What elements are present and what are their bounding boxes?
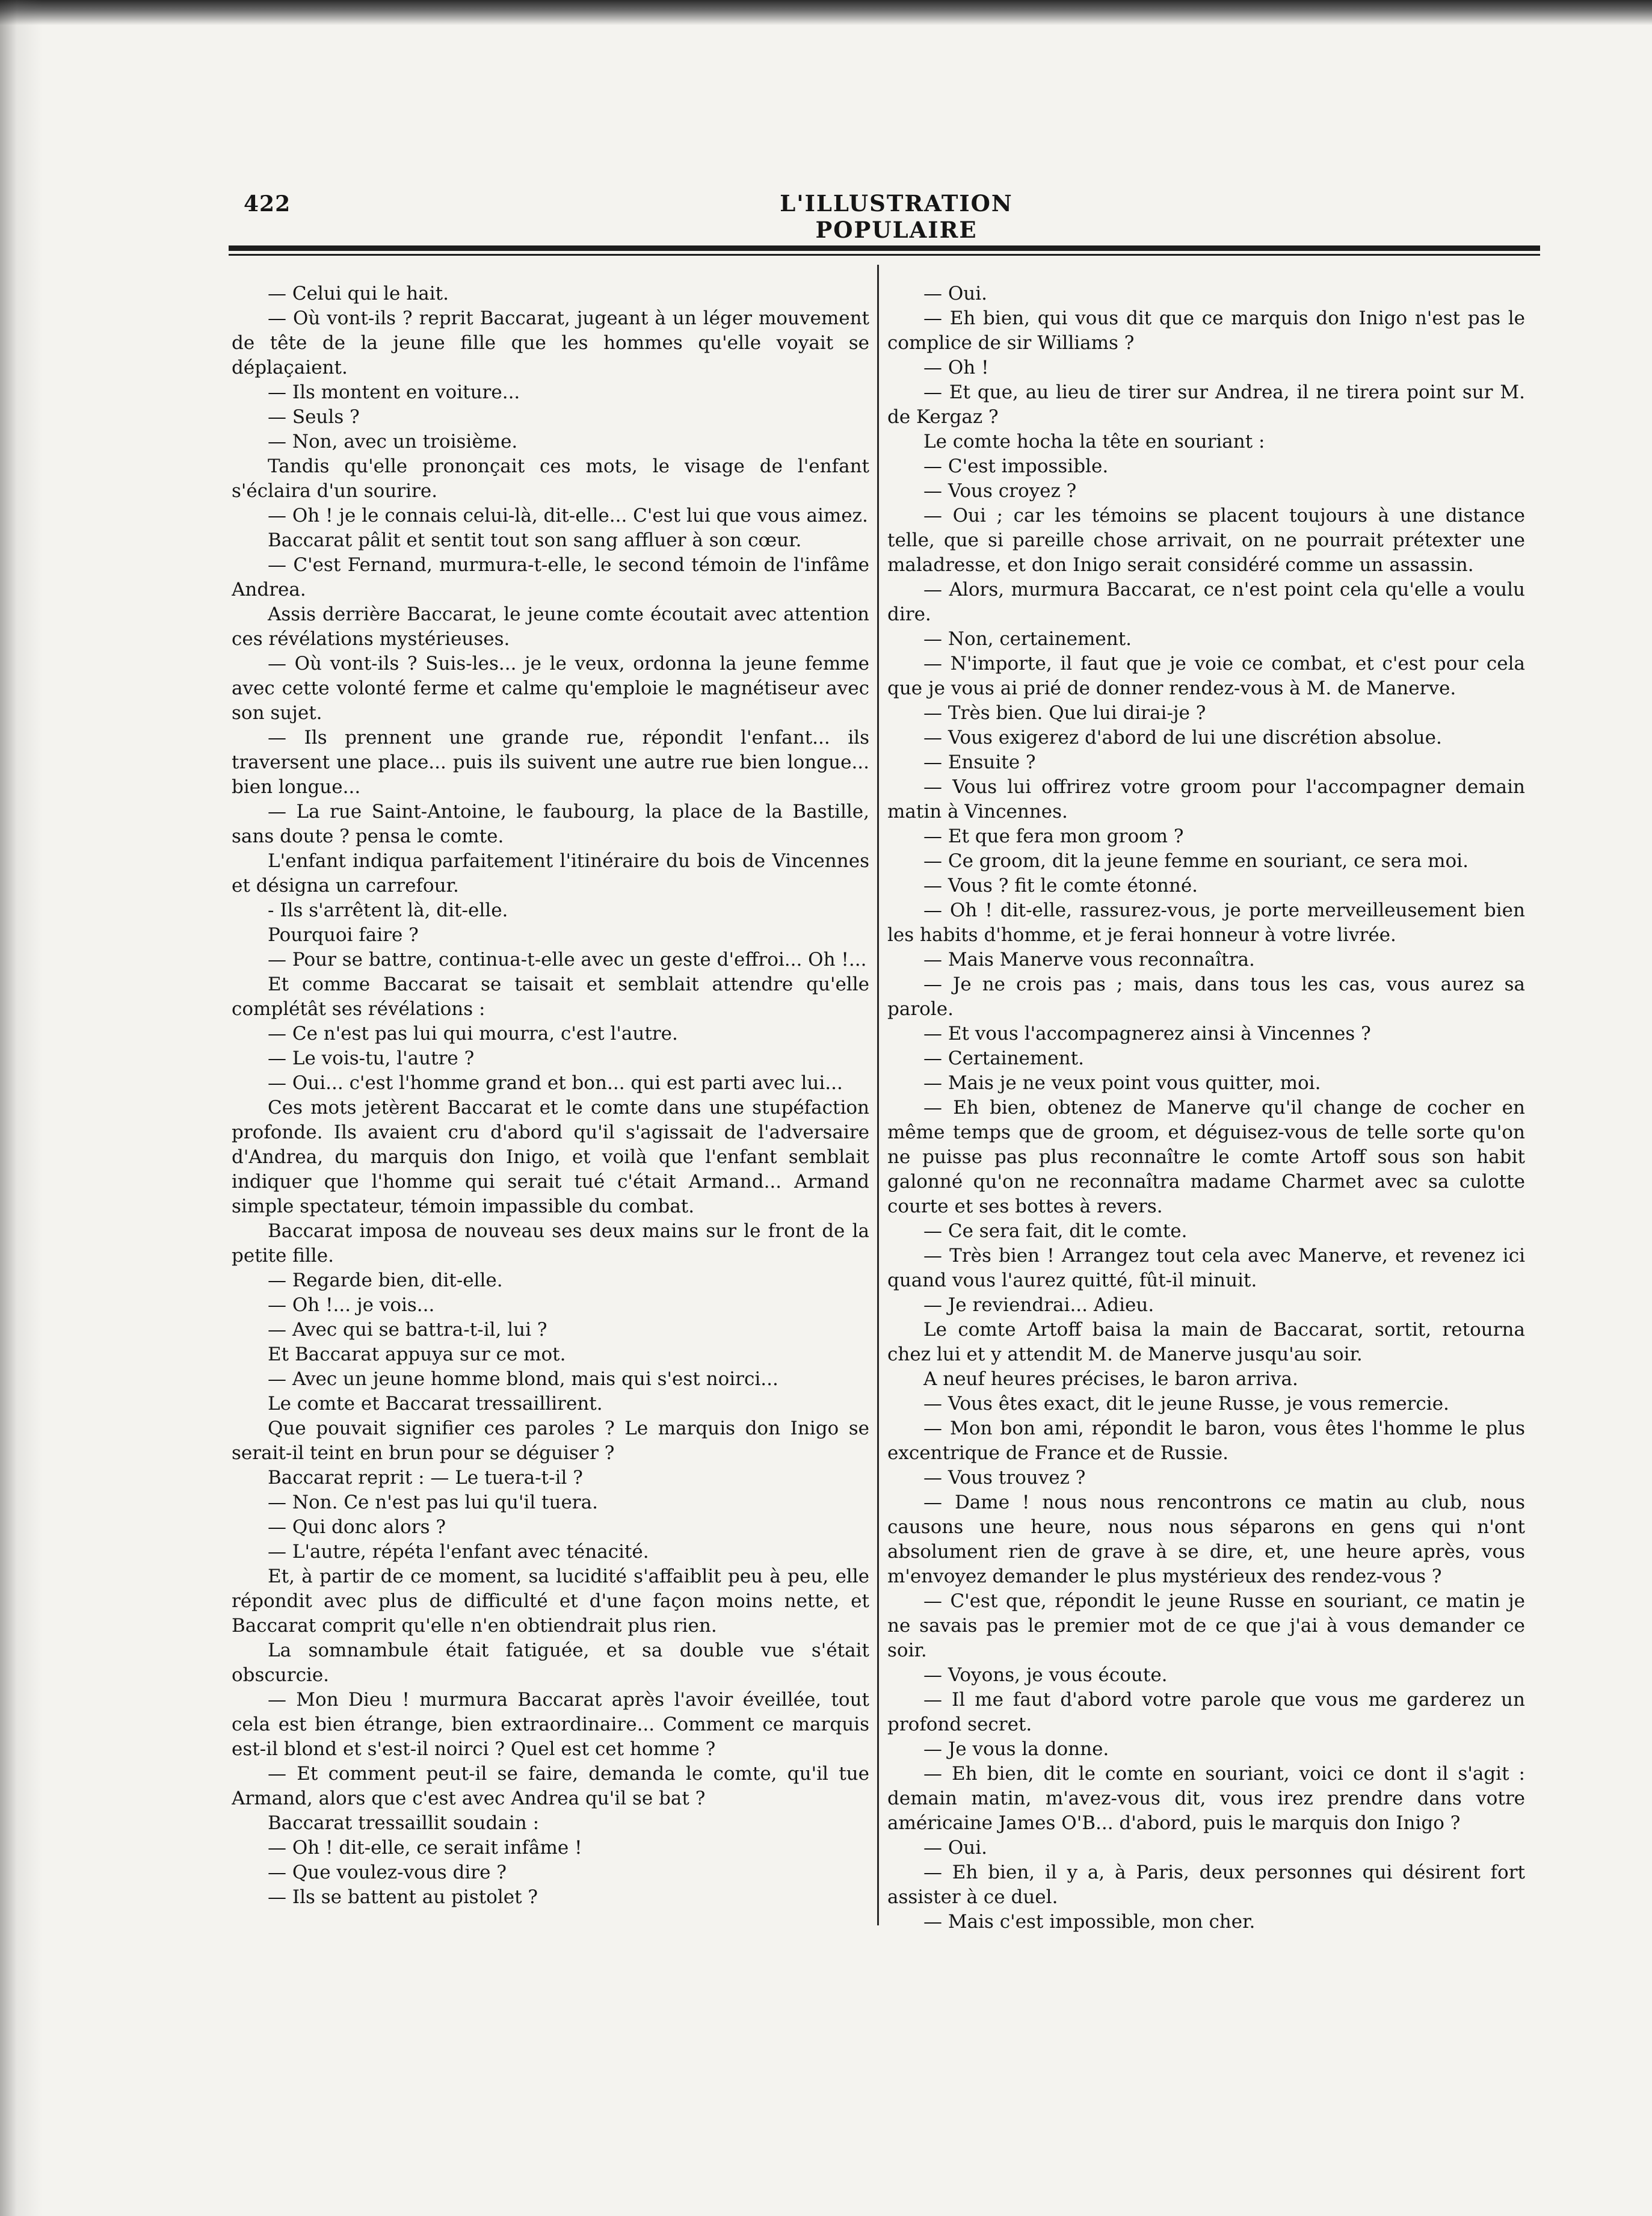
paragraph: Le comte et Baccarat tressaillirent. [268, 1393, 603, 1415]
paragraph: La somnambule était fatiguée, et sa double vue s'était obscurcie. [232, 1640, 869, 1686]
paragraph: — Ils se battent au pistolet ? [268, 1886, 538, 1908]
paragraph: — Pour se battre, continua-t-elle avec un geste d'effroi... Oh !... [268, 949, 867, 971]
paragraph: — N'importe, il faut que je voie ce combat, et c'est pour cela que je vous ai prié de donner rendez-vous à M. de Manerve. [887, 653, 1525, 699]
paragraph: — C'est impossible. [923, 455, 1109, 477]
paragraph: — Voyons, je vous écoute. [923, 1664, 1168, 1686]
paragraph: Le comte Artoff baisa la main de Baccarat, sortit, retourna chez lui et y attendit M. de Manerve jusqu'au soir. [887, 1319, 1525, 1365]
paragraph: — Ils montent en voiture... [268, 381, 520, 403]
paragraph: — Oh ! [923, 357, 989, 378]
paragraph: — Avec qui se battra-t-il, lui ? [268, 1319, 547, 1341]
paragraph: — Eh bien, qui vous dit que ce marquis don Inigo n'est pas le complice de sir Williams ? [887, 307, 1525, 354]
left-column [232, 282, 869, 2135]
paragraph: — Oh ! je le connais celui-là, dit-elle... C'est lui que vous aimez. [268, 505, 868, 526]
paragraph: — Eh bien, dit le comte en souriant, voici ce dont il s'agit : demain matin, m'avez-vous dit, vous irez prendre dans votre américaine James O'B... d'abord, puis le marquis don Inigo ? [887, 1763, 1525, 1834]
paragraph: — Que voulez-vous dire ? [268, 1862, 507, 1883]
paragraph: Ces mots jetèrent Baccarat et le comte dans une stupéfaction profonde. Ils avaient cru d'abord qu'il s'agissait de l'adversaire d'Andrea, du marquis don Inigo, et voilà que l'enfant semblait indiquer que l'homme qui serait tué c'était Armand... Armand simple spectateur, témoin impassible du combat. [232, 1097, 869, 1217]
paragraph: — Oh !... je vois... [268, 1294, 435, 1316]
paragraph: — Seuls ? [268, 406, 360, 428]
paragraph: Et Baccarat appuya sur ce mot. [268, 1344, 566, 1365]
paragraph: — La rue Saint-Antoine, le faubourg, la place de la Bastille, sans doute ? pensa le comte. [232, 801, 869, 847]
paragraph: Baccarat pâlit et sentit tout son sang affluer à son cœur. [268, 529, 802, 551]
right-column [887, 282, 1525, 2135]
paragraph: — Vous croyez ? [923, 480, 1077, 502]
paragraph: — Très bien. Que lui dirai-je ? [923, 702, 1206, 724]
paragraph: Et, à partir de ce moment, sa lucidité s'affaiblit peu à peu, elle répondit avec plus de difficulté et d'une façon moins nette, et Baccarat comprit qu'elle n'en obtiendrait plus rien. [232, 1566, 869, 1637]
paragraph: — Je vous la donne. [923, 1738, 1109, 1760]
paragraph: — Oui. [923, 283, 988, 304]
paragraph: — Eh bien, obtenez de Manerve qu'il change de cocher en même temps que de groom, et déguisez-vous de telle sorte qu'on ne puisse pas plus reconnaître le comte Artoff sous son habit galonné qu'on ne reconnaîtra madame Charmet avec sa culotte courte et ses bottes à revers. [887, 1097, 1525, 1217]
paragraph: Et comme Baccarat se taisait et semblait attendre qu'elle complétât ses révélations : [232, 974, 869, 1020]
paragraph: — Qui donc alors ? [268, 1516, 446, 1538]
paragraph: — Et vous l'accompagnerez ainsi à Vincennes ? [923, 1023, 1371, 1045]
paragraph: — Celui qui le hait. [268, 283, 449, 304]
paragraph: — Avec un jeune homme blond, mais qui s'est noirci... [268, 1368, 778, 1390]
paragraph: — Vous êtes exact, dit le jeune Russe, je vous remercie. [923, 1393, 1449, 1415]
paragraph: — Alors, murmura Baccarat, ce n'est point cela qu'elle a voulu dire. [887, 579, 1525, 625]
paragraph: — Vous ? fit le comte étonné. [923, 875, 1198, 897]
paragraph: — Oui. [923, 1837, 988, 1859]
paragraph: — Mais Manerve vous reconnaîtra. [923, 949, 1255, 971]
paragraph: Le comte hocha la tête en souriant : [923, 431, 1265, 452]
paragraph: — Ils prennent une grande rue, répondit l'enfant... ils traversent une place... puis ils suivent une autre rue bien longue... bien longue... [232, 727, 869, 798]
paragraph: — Et comment peut-il se faire, demanda le comte, qu'il tue Armand, alors que c'est avec Andrea qu'il se bat ? [232, 1763, 869, 1809]
paragraph: — Je ne crois pas ; mais, dans tous les cas, vous aurez sa parole. [887, 974, 1525, 1020]
paragraph: — Mon Dieu ! murmura Baccarat après l'avoir éveillée, tout cela est bien étrange, bien extraordinaire... Comment ce marquis est-il blond et s'est-il noirci ? Quel est cet homme ? [232, 1689, 869, 1760]
paragraph: — Il me faut d'abord votre parole que vous me garderez un profond secret. [887, 1689, 1525, 1735]
paragraph: — Mon bon ami, répondit le baron, vous êtes l'homme le plus excentrique de France et de Russie. [887, 1418, 1525, 1464]
paragraph: — Mais c'est impossible, mon cher. [923, 1911, 1256, 1933]
paragraph: — Où vont-ils ? Suis-les... je le veux, ordonna la jeune femme avec cette volonté ferme et calme qu'emploie le magnétiseur avec son sujet. [232, 653, 869, 724]
paragraph: — Ce sera fait, dit le comte. [923, 1220, 1188, 1242]
paragraph: A neuf heures précises, le baron arriva. [923, 1368, 1298, 1390]
paragraph: — Certainement. [923, 1048, 1084, 1069]
column-divider [877, 265, 879, 1925]
paragraph: — Très bien ! Arrangez tout cela avec Manerve, et revenez ici quand vous l'aurez quitté, fût-il minuit. [887, 1245, 1525, 1291]
paragraph: — C'est que, répondit le jeune Russe en souriant, ce matin je ne savais pas le premier mot de ce que j'ai à vous demander ce soir. [887, 1590, 1525, 1661]
paragraph: — Vous trouvez ? [923, 1467, 1086, 1489]
page-number: 422 [244, 191, 291, 217]
paragraph: — Non, certainement. [923, 628, 1132, 650]
header-rule-thick [229, 245, 1540, 251]
paragraph: Assis derrière Baccarat, le jeune comte écoutait avec attention ces révélations mystérieuses. [232, 603, 869, 650]
scan-edge-top [0, 0, 1652, 25]
paragraph: — Oui ; car les témoins se placent toujours à une distance telle, que si pareille chose arrivait, on ne pourrait prétexter une maladresse, et don Inigo serait considéré comme un assassin. [887, 505, 1525, 576]
paragraph: — Le vois-tu, l'autre ? [268, 1048, 475, 1069]
paragraph: — Ensuite ? [923, 752, 1036, 773]
paragraph: Tandis qu'elle prononçait ces mots, le visage de l'enfant s'éclaira d'un sourire. [232, 455, 869, 502]
paragraph: — Vous lui offrirez votre groom pour l'accompagner demain matin à Vincennes. [887, 776, 1525, 823]
paragraph: — Ce groom, dit la jeune femme en souriant, ce sera moi. [923, 850, 1469, 872]
paragraph: Baccarat tressaillit soudain : [268, 1812, 540, 1834]
paragraph: — Dame ! nous nous rencontrons ce matin au club, nous causons une heure, nous nous séparons en gens qui n'ont absolument rien de grave à se dire, et, une heure après, vous m'envoyez demander le plus mystérieux des rendez-vous ? [887, 1492, 1525, 1587]
paragraph: — C'est Fernand, murmura-t-elle, le second témoin de l'infâme Andrea. [232, 554, 869, 600]
paragraph: — Vous exigerez d'abord de lui une discrétion absolue. [923, 727, 1442, 748]
paragraph: Baccarat imposa de nouveau ses deux mains sur le front de la petite fille. [232, 1220, 869, 1267]
paragraph: Baccarat reprit : — Le tuera-t-il ? [268, 1467, 583, 1489]
running-title: L'ILLUSTRATION POPULAIRE [780, 190, 1013, 243]
paragraph: — Oui... c'est l'homme grand et bon... qui est parti avec lui... [268, 1072, 843, 1094]
paragraph: — Où vont-ils ? reprit Baccarat, jugeant à un léger mouvement de tête de la jeune fille que les hommes qu'elle voyait se déplaçaient. [232, 307, 869, 378]
paragraph: — Ce n'est pas lui qui mourra, c'est l'autre. [268, 1023, 678, 1045]
paragraph: — Regarde bien, dit-elle. [268, 1270, 503, 1291]
paragraph: — Je reviendrai... Adieu. [923, 1294, 1154, 1316]
paragraph: — Non, avec un troisième. [268, 431, 518, 452]
paragraph: — Et que fera mon groom ? [923, 826, 1184, 847]
paragraph: Que pouvait signifier ces paroles ? Le marquis don Inigo se serait-il teint en brun pour se déguiser ? [232, 1418, 869, 1464]
paragraph: — Oh ! dit-elle, rassurez-vous, je porte merveilleusement bien les habits d'homme, et je ferai honneur à votre livrée. [887, 900, 1525, 946]
scan-edge-left [0, 0, 42, 2216]
paragraph: — Mais je ne veux point vous quitter, moi. [923, 1072, 1321, 1094]
paragraph: - Ils s'arrêtent là, dit-elle. [268, 900, 508, 921]
paragraph: — Et que, au lieu de tirer sur Andrea, il ne tirera point sur M. de Kergaz ? [887, 381, 1525, 428]
paragraph: — Eh bien, il y a, à Paris, deux personnes qui désirent fort assister à ce duel. [887, 1862, 1525, 1908]
header-rule-thin [229, 254, 1540, 256]
paragraph: — L'autre, répéta l'enfant avec ténacité. [268, 1541, 649, 1563]
paragraph: — Non. Ce n'est pas lui qu'il tuera. [268, 1492, 598, 1513]
paragraph: L'enfant indiqua parfaitement l'itinéraire du bois de Vincennes et désigna un carrefour. [232, 850, 869, 897]
paragraph: — Oh ! dit-elle, ce serait infâme ! [268, 1837, 582, 1859]
paragraph: Pourquoi faire ? [268, 924, 419, 946]
